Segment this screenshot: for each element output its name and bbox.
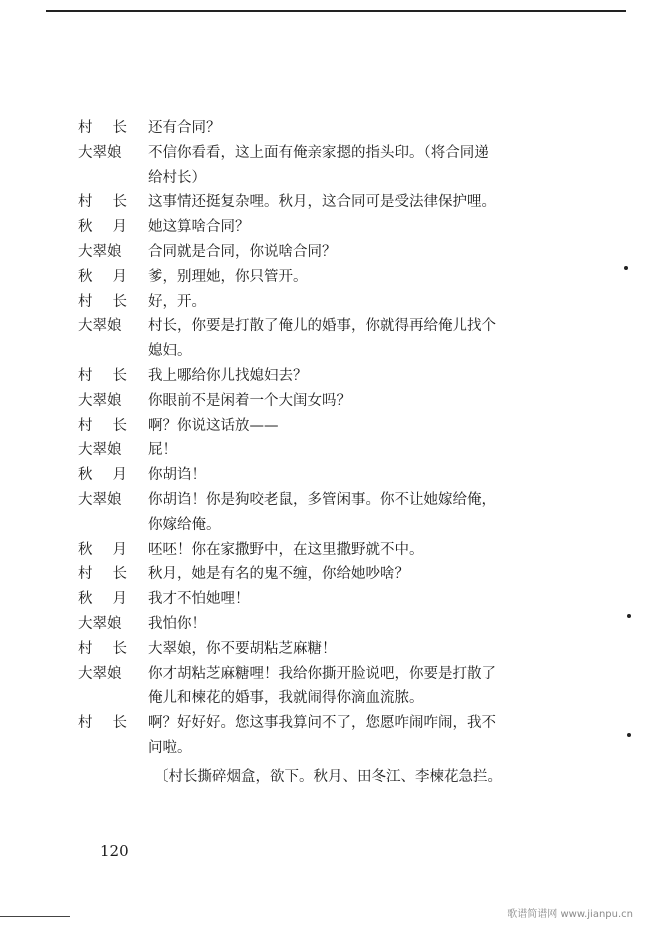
- speaker-name: 村长: [78, 194, 147, 211]
- dialogue-line: [78, 463, 578, 488]
- dialogue-line: [78, 662, 578, 687]
- dialogue-text: 合同就是合同，你说啥合同？: [148, 243, 337, 260]
- ink-speck: [627, 614, 631, 618]
- speaker-name: 大翠娘: [78, 144, 122, 161]
- dialogue-line: [78, 562, 578, 587]
- bottom-rule: [0, 916, 70, 917]
- speaker-name: 大翠娘: [78, 392, 122, 409]
- dialogue-text: 屁！: [148, 442, 177, 459]
- dialogue-line: [78, 265, 578, 290]
- speaker-name: 大翠娘: [78, 243, 122, 260]
- dialogue-line: [78, 290, 578, 315]
- dialogue-text: 你才胡粘芝麻糖哩！我给你撕开脸说吧，你要是打散了: [148, 665, 496, 682]
- dialogue-text: 她这算啥合同？: [148, 219, 250, 236]
- dialogue-continuation: [78, 513, 578, 538]
- dialogue-text: 大翠娘，你不要胡粘芝麻糖！: [148, 640, 337, 657]
- top-rule: [46, 10, 626, 12]
- dialogue-line: [78, 240, 578, 265]
- speaker-name: 村长: [78, 417, 147, 434]
- ink-speck: [624, 266, 628, 270]
- speaker-name: 村长: [78, 566, 147, 583]
- dialogue-text: 给村长）: [148, 169, 206, 186]
- dialogue-text: 村长，你要是打散了俺儿的婚事，你就得再给俺儿找个: [148, 318, 496, 335]
- dialogue-text: 啊？好好好。您这事我算问不了，您愿咋闹咋闹，我不: [148, 715, 496, 732]
- speaker-name: 村长: [78, 367, 147, 384]
- dialogue-line: [78, 488, 578, 513]
- dialogue-line: [78, 190, 578, 215]
- dialogue-text: 媳妇。: [148, 343, 192, 360]
- speaker-name: 秋月: [78, 268, 147, 285]
- dialogue-text: 我才不怕她哩！: [148, 591, 250, 608]
- dialogue-text: 不信你看看，这上面有俺亲家摁的指头印。（将合同递: [148, 144, 489, 161]
- speaker-name: 大翠娘: [78, 665, 122, 682]
- speaker-name: 村长: [78, 293, 147, 310]
- dialogue-text: 爹，别理她，你只管开。: [148, 268, 308, 285]
- dialogue-text: 秋月，她是有名的鬼不缠，你给她吵啥？: [148, 566, 409, 583]
- speaker-name: 秋月: [78, 219, 147, 236]
- dialogue-text: 还有合同？: [148, 120, 221, 136]
- dialogue-continuation: [78, 339, 578, 364]
- dialogue-line: [78, 711, 578, 736]
- dialogue-text: 俺儿和楝花的婚事，我就闹得你滴血流脓。: [148, 690, 424, 707]
- speaker-name: 村长: [78, 640, 147, 657]
- dialogue-line: [78, 141, 578, 166]
- dialogue-text: 好，开。: [148, 293, 206, 310]
- site-watermark: 歌谱简谱网 www.jianpu.cn: [507, 909, 633, 920]
- dialogue-line: [78, 389, 578, 414]
- dialogue-text: 你嫁给俺。: [148, 516, 221, 533]
- speaker-name: 秋月: [78, 591, 147, 608]
- script-body: [78, 116, 578, 790]
- dialogue-text: 啊？你说这话放——: [148, 417, 279, 434]
- dialogue-text: 呸呸！你在家撒野中，在这里撒野就不中。: [148, 541, 424, 558]
- dialogue-line: [78, 438, 578, 463]
- dialogue-continuation: [78, 166, 578, 191]
- speaker-name: 村长: [78, 715, 147, 732]
- speaker-name: 大翠娘: [78, 318, 122, 335]
- stage-direction: 〔村长撕碎烟盒，欲下。秋月、田冬江、李楝花急拦。: [154, 768, 502, 785]
- dialogue-line: [78, 215, 578, 240]
- page-number: 120: [100, 842, 129, 860]
- dialogue-text: 问啦。: [148, 739, 192, 756]
- speaker-name: 大翠娘: [78, 491, 122, 508]
- dialogue-line: [78, 314, 578, 339]
- dialogue-text: 你胡诌！: [148, 467, 206, 484]
- dialogue-continuation: [78, 686, 578, 711]
- dialogue-line: [78, 538, 578, 563]
- speaker-name: 大翠娘: [78, 442, 122, 459]
- dialogue-line: [78, 116, 578, 141]
- dialogue-line: [78, 637, 578, 662]
- dialogue-line: [78, 414, 578, 439]
- dialogue-text: 这事情还挺复杂哩。秋月，这合同可是受法律保护哩。: [148, 194, 496, 211]
- dialogue-line: [78, 612, 578, 637]
- dialogue-line: [78, 364, 578, 389]
- dialogue-text: 我怕你！: [148, 615, 206, 632]
- speaker-name: 大翠娘: [78, 615, 122, 632]
- speaker-name: 秋月: [78, 541, 147, 558]
- speaker-name: 秋月: [78, 467, 147, 484]
- speaker-name: 村长: [78, 120, 147, 136]
- dialogue-continuation: [78, 736, 578, 761]
- ink-speck: [627, 733, 631, 737]
- dialogue-text: 你眼前不是闲着一个大闺女吗？: [148, 392, 351, 409]
- dialogue-text: 你胡诌！你是狗咬老鼠，多管闲事。你不让她嫁给俺，: [148, 491, 496, 508]
- dialogue-text: 我上哪给你儿找媳妇去？: [148, 367, 308, 384]
- dialogue-line: [78, 587, 578, 612]
